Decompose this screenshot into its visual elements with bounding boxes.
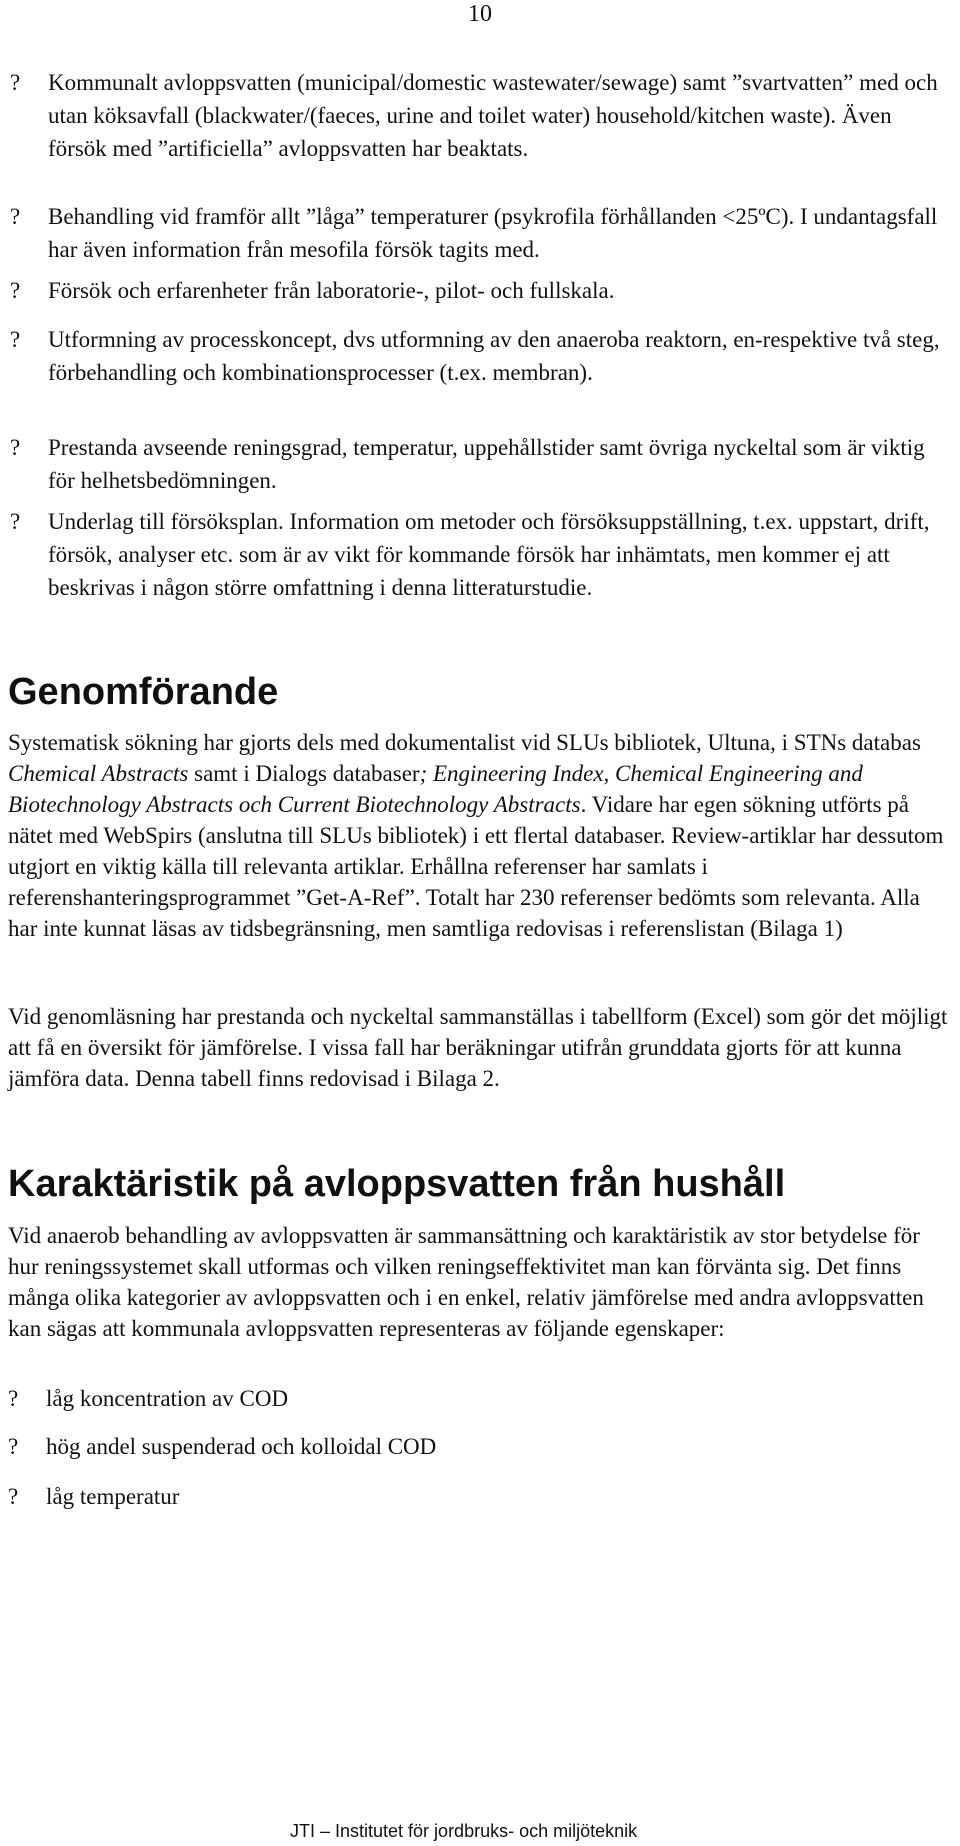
bullet-item-performance: [10, 431, 950, 497]
bullet-mark: ?: [8, 1386, 19, 1411]
paragraph-text: Systematisk sökning har gjorts dels med dokumentalist vid SLUs bibliotek, Ultuna, i STNs databas: [8, 730, 921, 755]
property-text: låg temperatur: [46, 1484, 180, 1509]
paragraph-characteristics: Vid anaerob behandling av avloppsvatten är sammansättning och karaktäristik av stor betydelse för hur reningssystemet skall utformas och vilken reningseffektivitet man kan förvänta sig. Det finns många olika kategorier av avloppsvatten och i en enkel, relativ jämförelse med andra avloppsvatten kan sägas att kommunala avloppsvatten representeras av följande egenskaper:: [8, 1223, 924, 1341]
bullet-text: Försök och erfarenheter från laboratorie-, pilot- och fullskala.: [48, 278, 615, 303]
bullet-text: Prestanda avseende reningsgrad, temperatur, uppehållstider samt övriga nyckeltal som är viktig för helhetsbedömningen.: [48, 435, 925, 493]
paragraph-text: . Vidare har egen sökning utförts på nätet med WebSpirs (anslutna till SLUs bibliotek) i ett flertal databaser. Review-artiklar har dessutom utgjort en viktig källa till relevanta artiklar. Erhållna referenser har samlats i referenshanteringsprogrammet ”Get-A-Ref”. Totalt har 230 referenser bedömts som relevanta. Alla har inte kunnat läsas av tidsbegränsning, men samtliga redovisas i referenslistan (Bilaga 1): [8, 792, 944, 941]
bullet-text: Kommunalt avloppsvatten (municipal/domestic wastewater/sewage) samt ”svartvatten” med och utan köksavfall (blackwater/(faeces, urine and toilet water) household/kitchen waste). Även försök med ”artificiella” avloppsvatten har beaktats.: [48, 70, 938, 161]
property-text: låg koncentration av COD: [46, 1386, 289, 1411]
property-text: hög andel suspenderad och kolloidal COD: [46, 1434, 437, 1459]
bullet-item-process-design: [10, 323, 950, 389]
paragraph-search-method: [8, 727, 953, 944]
page-footer: JTI – Institutet för jordbruks- och miljöteknik: [290, 1821, 638, 1841]
bullet-mark: ?: [10, 435, 21, 460]
bullet-mark: ?: [10, 70, 21, 95]
paragraph-compilation: Vid genomläsning har prestanda och nyckeltal sammanställas i tabellform (Excel) som gör det möjligt att få en översikt för jämförelse. I vissa fall har beräkningar utifrån grunddata gjorts för att kunna jämföra data. Denna tabell finns redovisad i Bilaga 2.: [8, 1004, 948, 1091]
bullet-mark: ?: [8, 1484, 19, 1509]
bullet-mark: ?: [8, 1434, 19, 1459]
property-item-suspended-cod: [8, 1432, 436, 1462]
bullet-mark: ?: [10, 327, 21, 352]
bullet-text: Underlag till försöksplan. Information om metoder och försöksuppställning, t.ex. uppstart, drift, försök, analyser etc. som är av vikt för kommande försök har inhämtats, men kommer ej att beskrivas i någon större omfattning i denna litteraturstudie.: [48, 509, 930, 600]
property-item-temperature: [8, 1482, 179, 1512]
paragraph-text: samt i Dialogs databaser: [188, 761, 420, 786]
italic-database-names: ; Engineering Index, Chemical Engineering and Biotechnology Abstracts och Current Biotechnology Abstracts: [8, 761, 863, 817]
bullet-mark: ?: [10, 204, 21, 229]
bullet-text: Behandling vid framför allt ”låga” temperaturer (psykrofila förhållanden <25ºC). I undantagsfall har även information från mesofila försök tagits med.: [48, 204, 938, 262]
italic-database-name: Chemical Abstracts: [8, 761, 189, 786]
page-number: 10: [468, 1, 492, 27]
bullet-text: Utformning av processkoncept, dvs utformning av den anaeroba reaktorn, en-respektive två steg, förbehandling och kombinationsprocesser (t.ex. membran).: [48, 327, 940, 385]
bullet-item-test-plan: [10, 505, 950, 604]
section-heading-genomforande: Genomförande: [8, 671, 279, 713]
bullet-item-experience-scale: [10, 274, 950, 307]
bullet-item-temperature: [10, 200, 950, 266]
property-item-cod: [8, 1384, 288, 1414]
bullet-item-wastewater-types: [10, 66, 950, 165]
section-heading-karakteristik: Karaktäristik på avloppsvatten från hushåll: [8, 1163, 786, 1205]
bullet-mark: ?: [10, 509, 21, 534]
bullet-mark: ?: [10, 278, 21, 303]
